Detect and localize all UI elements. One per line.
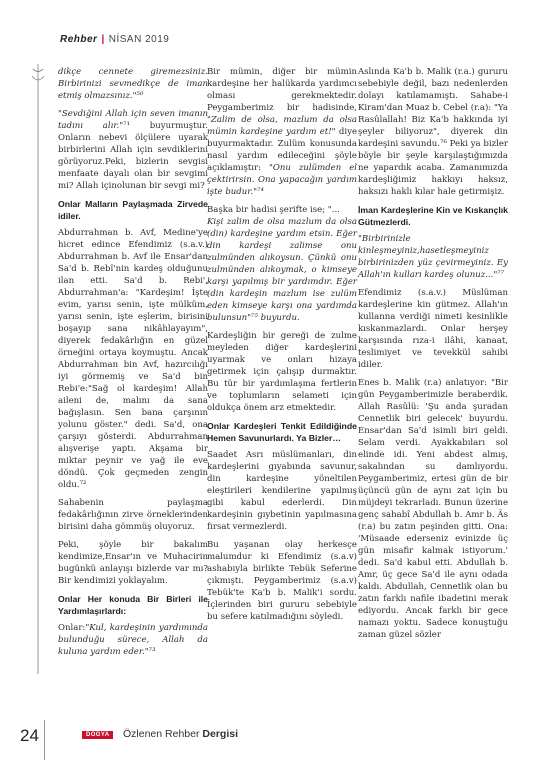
section-heading: Onlar Kardeşleri Tenkit Edildiğinde Hemen Savunurlardı. Ya Bizler… [207,421,357,443]
magazine-badge: DOGYA [82,731,113,739]
paragraph-text: diye buyurmaktadır. Zulüm konusunda nasıl yardım edileceğini şöyle açıklamıştır: [207,127,357,173]
paragraph: Abdurrahman b. Avf, Medine'ye hicret edince Efendimiz (s.a.v.) Abdurrahman b. Avf ile Ensar'dan Sa'd b. Rebî'nin kardeş olduğunu ilan etti. Sa'd b. Rebi', Abdurrahman'a: "Kardeşim! İşte evim, yarısı senin, işte mülküm, yarısı senin, işte eşlerim, birisini boşayıp sana nikâhlayayım", diyerek fedakârlığın en güzel örneğini ortaya koymuştu. Ancak Abdurrahman bin Avf, hazırcılığı iyi görmemiş ve Sa'd bin Rebi'e:"Sağ ol kardeşim! Allah aileni de, malını da sana bağışlasın. Sen bana çarşının yolunu göster." dedi. Sa'd, ona çarşıyı gösterdi. Abdurrahman alışverişe yaptı. Akşama bir miktar peynir ve yağ ile eve döndü. Çok geçmeden zengin oldu.⁷² [58,228,208,490]
paragraph-text: Onlar: [58,623,86,633]
paragraph: Kardeşliğin bir gereği de zulme meyleden diğer kardeşlerini uyarmak ve onları hizaya getirmek için çalışıp durmaktır. Bu tür bir yardımlaşma fertlerin ve toplumların selameti için oldukça önem arz etmektedir. [207,331,357,413]
magazine-name-bold: Dergisi [202,728,238,740]
hadith-quote: Kişi zalim de olsa mazlum da olsa (din) kardeşine yardım etsin. Eğer din kardeşi zalimse onu zulmünden alıkoysun. Çünkü onu zulmünden alıkoymak, o kimseye karşı yapılmış bir yardımdır. Eğer (din kardeşin mazlum ise zulüm eden kimseye karşı ona yardımda bulunsun"⁷⁵ buyurdu. [207,217,357,323]
column-2 [207,66,357,629]
paragraph-text: ⁷¹ buyurmuştur. Onların nebevi ölçülere uyarak birbirlerini Allah için sevdiklerini görüyoruz.Peki, bizlerin sevgisi menfaate dayalı olan bir sevgimi mi? Allah içinolunan bir sevgi mi? [58,121,208,191]
footer-divider [44,720,45,760]
paragraph: Aslında Ka'b b. Malik (r.a.) gururu sebebiyle değil, bazı nedenlerden dolayı katılamamıştı. Sahabe-i Kiram'dan Muaz b. Cebel (r.a): "Ya Rasûlallah! Biz Ka'b hakkında iyi şeyler biliyoruz", diyerek din kardeşini savundu.⁷⁶ Peki ya bizler böyle bir şeyle karşılaştığımızda ne yapardık acaba. Zamanımızda kardeşliğimiz hakkıyı haksız, haksızı haklı kılar hale getirmişiz. [358,67,508,197]
section-heading: İman Kardeşlerine Kin ve Kıskançlık Gütmezlerdi. [358,205,508,227]
paragraph: Başka bir hadisi şerifte ise; "... [207,205,340,215]
issue-date: NİSAN 2019 [108,34,170,45]
column-1 [58,66,208,664]
paragraph: dikçe cennete giremezsiniz. Birbirinizi sevmedikçe de iman etmiş olmazsınız."⁵⁰ [58,67,208,101]
header-separator: | [101,34,105,45]
ornament-icon [30,64,46,674]
section-heading: Onlar Malların Paylaşmada Zirvede idiler. [58,199,208,221]
hadith-quote: "Birbirinizle kinleşmeyiniz,hasetleşmeyiniz birbirinizden yüz çevirmeyiniz. Ey Allah'ın kulları kardeş olunuz..."⁷⁷ [358,234,508,280]
section-heading: Onlar Her konuda Bir Birleri ile Yardımlaşırlardı: [58,594,208,616]
paragraph: Enes b. Malik (r.a) anlatıyor: "Bir gün Peygamberimizle beraberdik. Allah Rasûlü: 'Şu anda şuradan Cennetlik biri gelecek' buyurdu. Ensar'dan Sa'd isimli biri geldi. Selam verdi. Ayakkabıları sol elinde idi. Yeni abdest almış, sakalından su damlıyordu. Peygamberimiz, ertesi gün de bir üçüncü gün de aynı zat için bu müjdeyi tekrarladı. Bunun üzerine genç sahabî Abdullah b. Amr b. Âs (r.a) bu zatın peşinden gitti. Ona: 'Müsaade ederseniz evinizde üç gün misafir kalmak istiyorum.' dedi. Sa'd kabul etti. Abdullah b. Amr, üç gece Sa'd ile aynı odada kaldı. Abdullah, Cennetlik olan bu zatın farklı nafile ibadetini merak ediyordu. Ancak farklı bir gece namazı yoktu. Sadece konuştuğu zaman güzel sözler [358,378,508,640]
hadith-quote: "Onu zulümden el çektirirsin. Ona yapacağın yardım işte budur."⁷⁴ [207,163,357,197]
paragraph-text: Bir mümin, diğer bir mümin kardeşine her halükarda yardımcı olması gerekmektedir. Peygamberimiz bir hadisinde, [207,67,357,113]
page-number: 24 [20,726,39,745]
paragraph [58,622,208,658]
hadith-quote: "Sevdiğini Allah için seven imanın tadını alır." [58,109,208,131]
page-header [60,34,169,45]
paragraph: Bu yaşanan olay herkesçe malumdur ki Efendimiz (s.a.v) ashabıyla birlikte Tebük Seferine çıkmıştı. Peygamberimiz (s.a.v) Tebük'te Ka'b b. Malik'i sordu. İçlerinden biri gururu sebebiyle bu sefere katılmadığını söyledi. [207,540,357,622]
magazine-brand: Rehber [60,34,98,45]
paragraph: Saadet Asrı müslümanları, din kardeşlerini gıyabında savunur, din kardeşine yöneltilen eleştirileri kendilerine yapılmış gibi kabul ederlerdi. Din kardeşinin gıybetinin yapılmasına fırsat vermezlerdi. [207,450,357,532]
magazine-name-regular: Özlenen Rehber [123,728,203,740]
page-footer [0,714,553,771]
column-3 [358,66,508,647]
paragraph [207,66,357,198]
paragraph: Efendimiz (s.a.v.) Müslüman kardeşlerine kin gütmez. Allah'ın kullanna verdiği nimeti kesinlikle kıskanmazlardı. Onlar herşey karşısında rıza-i ilâhi, kanaat, teslimiyet ve tevekkül sahibi idiler. [358,288,508,370]
hadith-quote: "Zalim de olsa, mazlum da olsa mümin kardeşine yardım et!" [207,115,357,137]
paragraph: Peki, şöyle bir bakalım kendimize,Ensar'ın ve Muhacirin bugünkü anlayışı bizlerde var mı? Bir kendimizi yoklayalım. [58,540,208,586]
paragraph: Sahabenin paylaşma fedakârlığının zirve örneklerinden birisini daha gömmüş oluyoruz. [58,498,208,532]
hadith-quote: "Kul, kardeşinin yardımında bulunduğu sürece, Allah da kuluna yardım eder."⁷³ [58,623,208,657]
magazine-name [123,728,238,740]
paragraph [58,108,208,192]
